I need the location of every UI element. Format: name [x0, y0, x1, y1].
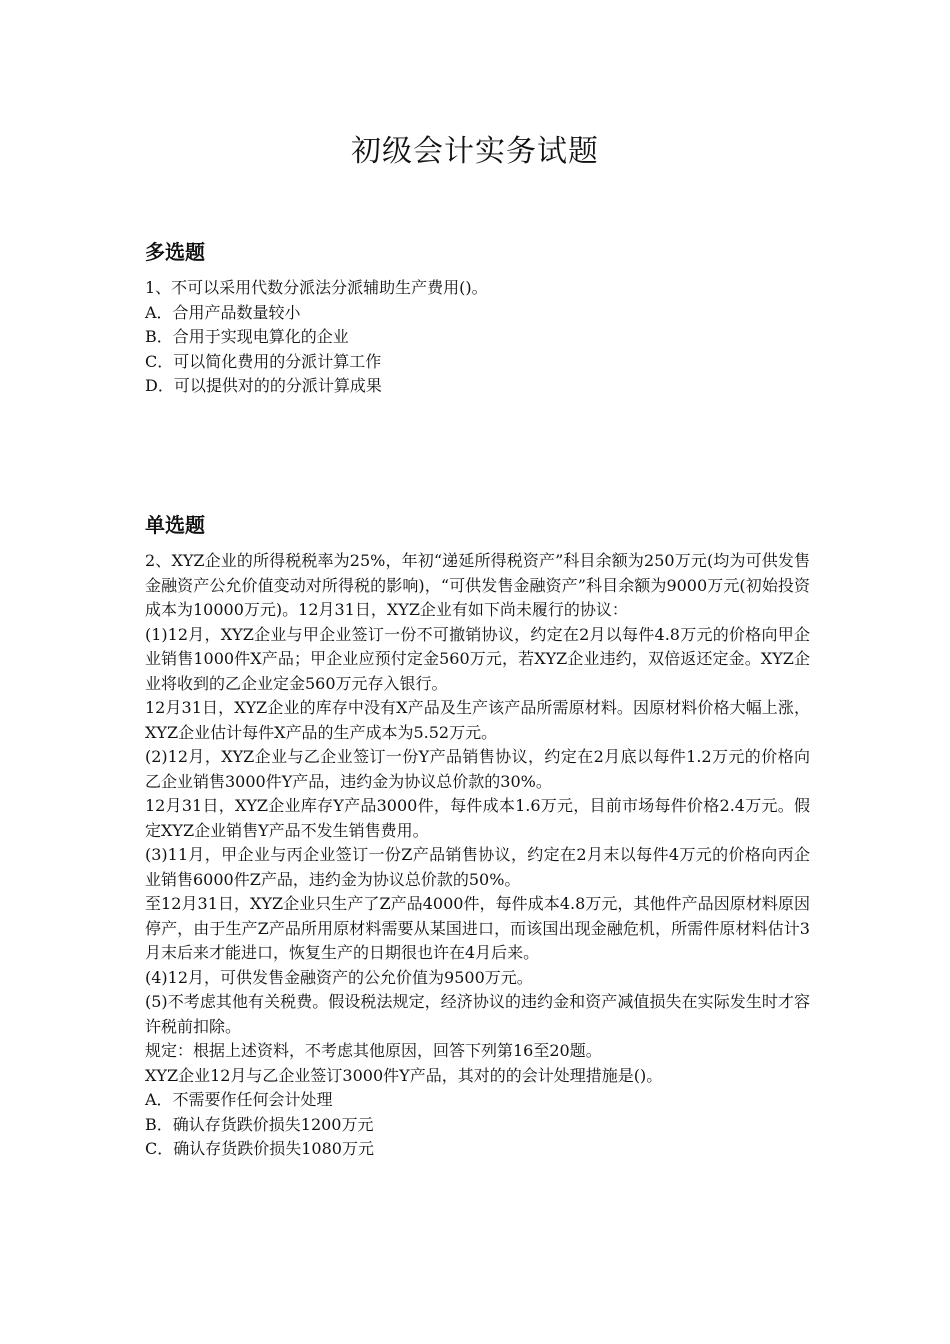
question-block-1: [145, 276, 810, 399]
question-text: 1、不可以采用代数分派法分派辅助生产费用()。: [145, 278, 488, 297]
option-b: B．确认存货跌价损失1200万元: [145, 1114, 374, 1134]
agreement-2-note: 12月31日，XYZ企业库存Y产品3000件，每件成本1.6万元，目前市场每件价格2.4万元。假定XYZ企业销售Y产品不发生销售费用。: [145, 796, 810, 840]
agreement-1: (1)12月，XYZ企业与甲企业签订一份不可撤销协议，约定在2月以每件4.8万元的价格向甲企业销售1000件X产品；甲企业应预付定金560万元，若XYZ企业违约，双倍返还定金。XYZ企业将收到的乙企业定金560万元存入银行。: [145, 624, 810, 693]
option-c: C．确认存货跌价损失1080万元: [145, 1139, 374, 1158]
question-intro: 2、XYZ企业的所得税税率为25%，年初“递延所得税资产”科目余额为250万元(均为可供发售金融资产公允价值变动对所得税的影响)，“可供发售金融资产”科目余额为9000万元(初始投资成本为10000万元)。12月31日，XYZ企业有如下尚未履行的协议：: [145, 551, 810, 619]
question-stem: XYZ企业12月与乙企业签订3000件Y产品，其对的的会计处理措施是()。: [145, 1065, 663, 1085]
requirement: 规定：根据上述资料，不考虑其他原因，回答下列第16至20题。: [145, 1041, 602, 1060]
option-d: D．可以提供对的的分派计算成果: [145, 376, 382, 395]
agreement-3-note: 至12月31日，XYZ企业只生产了Z产品4000件，每件成本4.8万元，其他件产品因原材料原因停产，由于生产Z产品所用原材料需要从某国进口，而该国出现金融危机，所需件原材料估计3月末后来才能进口，恢复生产的日期很也许在4月后来。: [145, 894, 810, 962]
option-c: C．可以简化费用的分派计算工作: [145, 351, 382, 371]
item-4: (4)12月，可供发售金融资产的公允价值为9500万元。: [145, 967, 533, 987]
option-a: A．不需要作任何会计处理: [145, 1090, 333, 1109]
page-title: 初级会计实务试题: [351, 134, 599, 169]
agreement-1-note: 12月31日，XYZ企业的库存中没有X产品及生产该产品所需原材料。因原材料价格大幅上涨，XYZ企业估计每件X产品的生产成本为5.52万元。: [145, 698, 810, 742]
section-heading-single-choice: 单选题: [145, 513, 205, 537]
item-5: (5)不考虑其他有关税费。假设税法规定，经济协议的违约金和资产减值损失在实际发生时才容许税前扣除。: [145, 992, 810, 1036]
section-heading-multiple-choice: 多选题: [145, 240, 205, 264]
agreement-2: (2)12月，XYZ企业与乙企业签订一份Y产品销售协议，约定在2月底以每件1.2万元的价格向乙企业销售3000件Y产品，违约金为协议总价款的30%。: [145, 747, 810, 791]
question-block-2: [145, 549, 810, 1162]
option-a: A．合用产品数量较小: [145, 302, 301, 322]
agreement-3: (3)11月，甲企业与丙企业签订一份Z产品销售协议，约定在2月末以每件4万元的价格向丙企业销售6000件Z产品，违约金为协议总价款的50%。: [145, 845, 810, 889]
option-b: B．合用于实现电算化的企业: [145, 327, 349, 346]
